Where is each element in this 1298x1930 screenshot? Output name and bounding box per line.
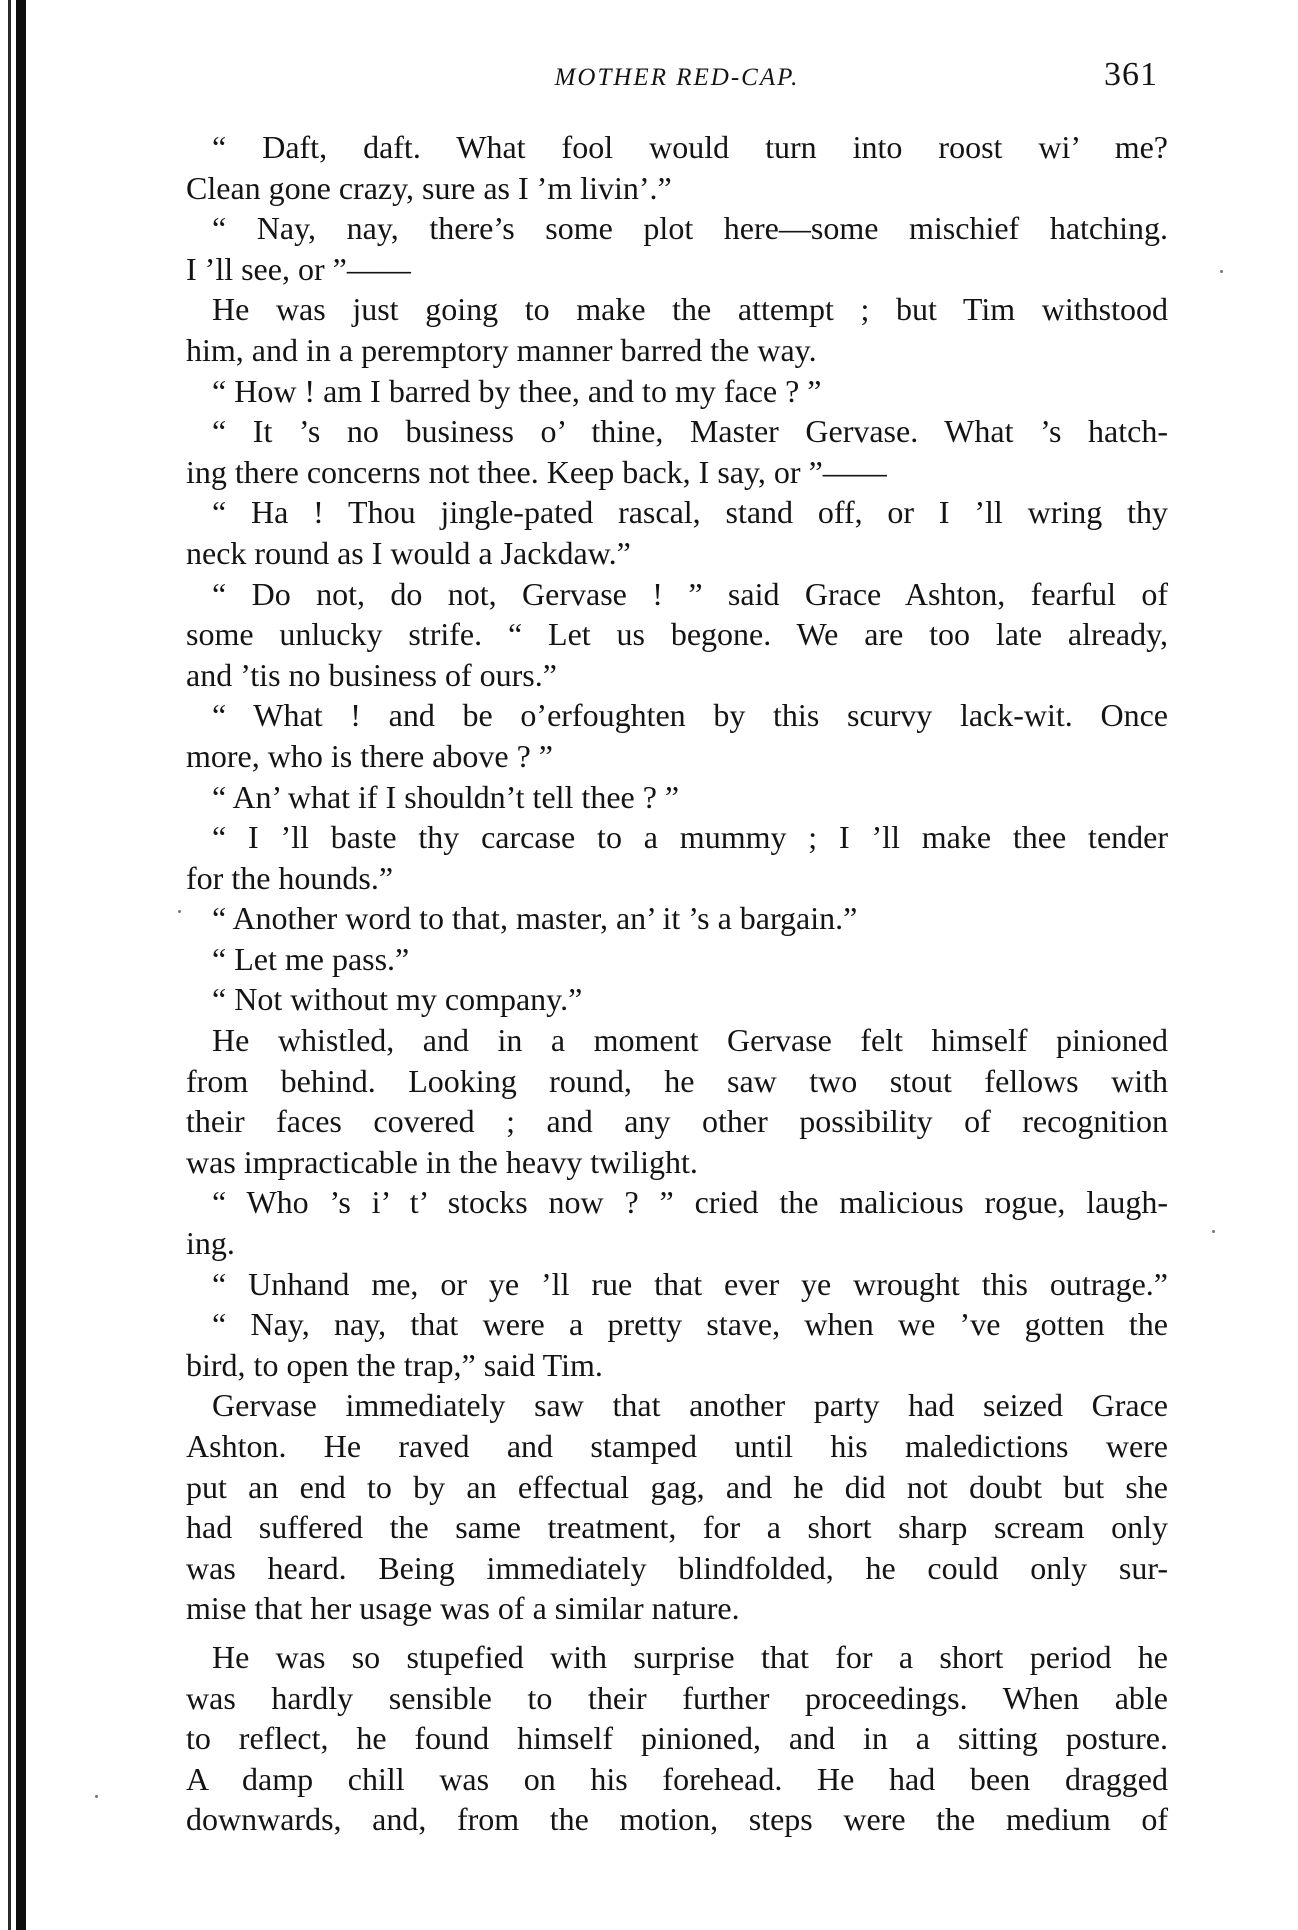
text-line: “ How ! am I barred by thee, and to my face ? ” <box>212 372 822 409</box>
text-line: “ Unhand me, or ye ’ll rue that ever ye wrought this outrage.” <box>212 1265 1168 1302</box>
scan-binding-edge <box>16 0 26 1930</box>
text-line: “ Nay, nay, there’s some plot here—some mischief hatching. <box>212 210 1168 247</box>
text-line: Clean gone crazy, sure as I ’m livin’.” <box>186 169 672 206</box>
text-line: ing. <box>186 1225 235 1262</box>
text-line: had suffered the same treatment, for a short sharp scream only <box>186 1509 1168 1546</box>
text-line: He whistled, and in a moment Gervase felt himself pinioned <box>212 1022 1168 1059</box>
text-line: Ashton. He raved and stamped until his maledictions were <box>186 1428 1168 1464</box>
page-header <box>186 56 1168 108</box>
text-line: some unlucky strife. “ Let us begone. We are too late already, <box>186 616 1168 653</box>
text-line: He was just going to make the attempt ; but Tim withstood <box>212 291 1168 328</box>
text-line: “ An’ what if I shouldn’t tell thee ? ” <box>212 778 680 815</box>
running-title: MOTHER RED-CAP. <box>554 64 800 91</box>
text-line: “ Another word to that, master, an’ it ’s a bargain.” <box>212 900 858 937</box>
body-text <box>186 127 1168 1840</box>
text-line: “ Ha ! Thou jingle-pated rascal, stand off, or I ’ll wring thy <box>212 494 1168 531</box>
text-line: from behind. Looking round, he saw two stout fellows with <box>186 1062 1168 1099</box>
text-line: their faces covered ; and any other possibility of recognition <box>186 1103 1168 1140</box>
text-line: He was so stupefied with surprise that for a short period he <box>212 1638 1168 1675</box>
text-line: Gervase immediately saw that another party had seized Grace <box>212 1387 1168 1424</box>
text-line: I ’ll see, or ”—— <box>186 250 411 287</box>
text-line: “ It ’s no business o’ thine, Master Gervase. What ’s hatch- <box>212 413 1168 450</box>
text-line: “ Nay, nay, that were a pretty stave, when we ’ve gotten the <box>212 1306 1168 1343</box>
text-line: and ’tis no business of ours.” <box>186 656 557 693</box>
text-line: “ Who ’s i’ t’ stocks now ? ” cried the malicious rogue, laugh- <box>212 1184 1168 1221</box>
text-line: more, who is there above ? ” <box>186 737 553 774</box>
text-line: “ I ’ll baste thy carcase to a mummy ; I ’ll make thee tender <box>212 819 1168 856</box>
scan-speck <box>1220 270 1223 273</box>
text-line: bird, to open the trap,” said Tim. <box>186 1346 603 1383</box>
text-line: downwards, and, from the motion, steps were the medium of <box>186 1801 1168 1838</box>
text-line: “ Not without my company.” <box>212 981 583 1018</box>
text-line: mise that her usage was of a similar nature. <box>186 1590 740 1627</box>
text-line: to reflect, he found himself pinioned, and in a sitting posture. <box>186 1720 1168 1757</box>
text-line: “ Do not, do not, Gervase ! ” said Grace Ashton, fearful of <box>212 575 1168 612</box>
scan-speck <box>1212 1230 1215 1233</box>
text-line: A damp chill was on his forehead. He had been dragged <box>186 1760 1168 1797</box>
text-line: for the hounds.” <box>186 859 394 896</box>
page-number: 361 <box>1104 56 1158 93</box>
text-line: neck round as I would a Jackdaw.” <box>186 534 631 571</box>
text-line: put an end to by an effectual gag, and he did not doubt but she <box>186 1468 1168 1505</box>
text-line: was hardly sensible to their further proceedings. When able <box>186 1679 1168 1716</box>
text-line: was heard. Being immediately blindfolded, he could only sur- <box>186 1549 1168 1586</box>
scan-binding-shadow <box>8 0 11 1930</box>
scan-speck <box>95 1795 98 1798</box>
text-line: “ Let me pass.” <box>212 940 410 977</box>
text-line: “ What ! and be o’erfoughten by this scurvy lack-wit. Once <box>212 697 1168 734</box>
text-line: was impracticable in the heavy twilight. <box>186 1143 698 1180</box>
scan-speck <box>178 910 181 913</box>
text-line: ing there concerns not thee. Keep back, I say, or ”—— <box>186 453 887 490</box>
text-line: him, and in a peremptory manner barred the way. <box>186 331 817 368</box>
text-line: “ Daft, daft. What fool would turn into roost wi’ me? <box>212 129 1168 165</box>
book-page <box>186 56 1168 1840</box>
